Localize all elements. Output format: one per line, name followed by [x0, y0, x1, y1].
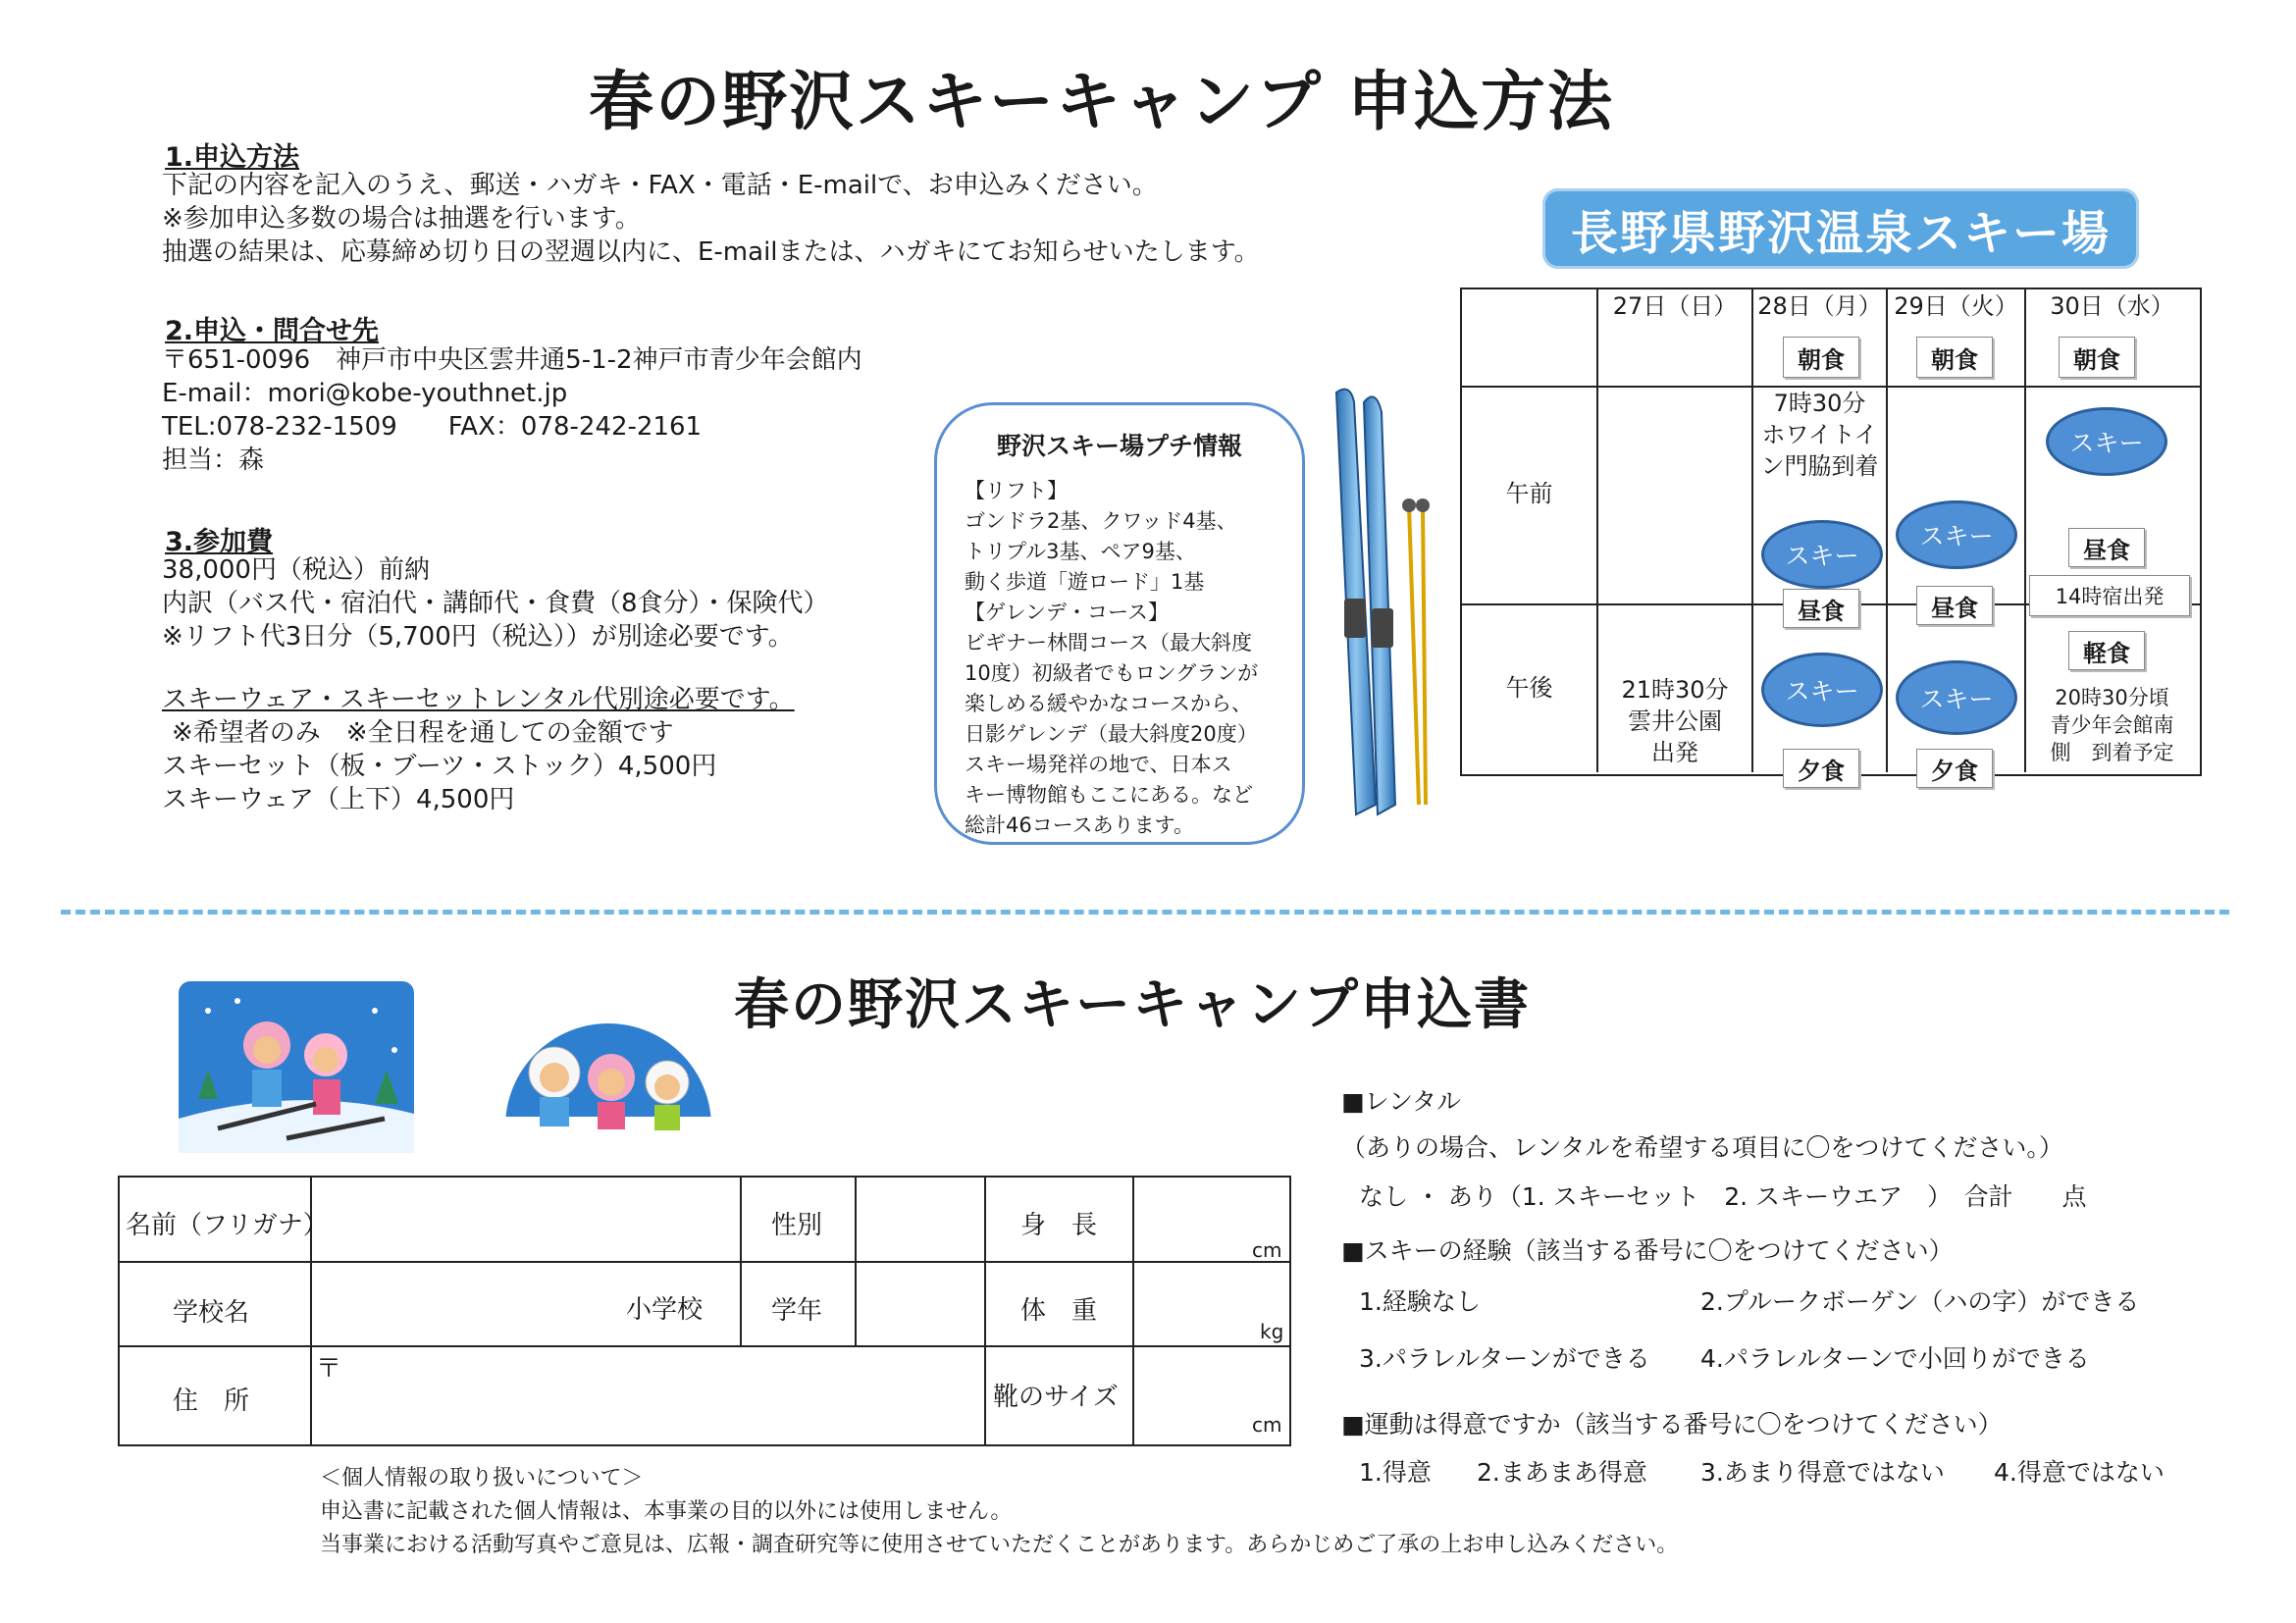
sports-option-4[interactable]: 4.得意ではない [1994, 1458, 2165, 1487]
fee-line: ※リフト代3日分（5,700円（税込））が別途必要です。 [162, 622, 794, 652]
arrival-place: 側 到着予定 [2050, 741, 2174, 764]
gender-field[interactable] [857, 1178, 984, 1261]
rental-line: ※希望者のみ ※全日程を通しての金額です [172, 718, 674, 748]
weight-unit: kg [1260, 1320, 1284, 1343]
rental-options[interactable]: なし ・ あり（1. スキーセット 2. スキーウエア ） 合計 点 [1359, 1182, 2087, 1211]
section1-line: 抽選の結果は、応募締め切り日の翌週以内に、E-mailまたは、ハガキにてお知らせいたします。 [162, 237, 1260, 267]
name-field[interactable] [312, 1178, 740, 1261]
privacy-line: 申込書に記載された個人情報は、本事業の目的以外には使用しません。 [320, 1499, 1013, 1524]
fee-line: 内訳（バス代・宿泊代・講師代・食費（8食分）・保険代） [162, 589, 829, 618]
experience-option-3[interactable]: 3.パラレルターンができる [1359, 1344, 1650, 1373]
schedule-divider [1886, 288, 1888, 772]
skiing-kids-illustration [179, 981, 419, 1158]
info-line: 日影ゲレンデ（最大斜度20度） [965, 722, 1258, 746]
grade-field[interactable] [857, 1263, 984, 1345]
day27-departure [1598, 674, 1751, 768]
contact-person: 担当：森 [162, 445, 265, 475]
cut-line [61, 910, 2229, 915]
experience-option-1[interactable]: 1.経験なし [1359, 1287, 1481, 1316]
section1-line: ※参加申込多数の場合は抽選を行います。 [162, 204, 641, 234]
height-label: 身 長 [1020, 1211, 1098, 1240]
privacy-notice [320, 1464, 1678, 1564]
meal-dinner-28: 夕食 [1783, 749, 1859, 788]
section2-heading: 2.申込・問合せ先 [165, 316, 380, 346]
schedule-divider [1751, 288, 1753, 772]
form-divider [740, 1176, 742, 1347]
section2-body [162, 343, 862, 477]
day-header-28: 28日（月） [1757, 292, 1882, 320]
experience-heading: ■スキーの経験（該当する番号に〇をつけてください） [1341, 1236, 1954, 1265]
sports-option-1[interactable]: 1.得意 [1359, 1458, 1432, 1487]
resort-banner: 長野県野沢温泉スキー場 [1542, 188, 2139, 269]
skis-illustration [1325, 383, 1433, 824]
phone-fax: TEL:078-232-1509 FAX：078-242-2161 [162, 412, 703, 442]
meal-lunch-28: 昼食 [1783, 589, 1859, 628]
rental-note: スキーウェア・スキーセットレンタル代別途必要です。 [162, 685, 795, 714]
rental-line: スキーウェア（上下）4,500円 [162, 785, 515, 814]
info-line: 【ゲレンデ・コース】 [965, 601, 1170, 624]
row-label-pm: 午後 [1505, 674, 1553, 702]
info-line: トリプル3基、ペア9基、 [965, 540, 1196, 563]
section1-body [162, 169, 1260, 269]
ski-activity-30-am: スキー [2046, 407, 2167, 476]
fee-line: 38,000円（税込）前納 [162, 555, 430, 585]
meal-breakfast-30: 朝食 [2059, 337, 2135, 378]
day30-arrival [2026, 684, 2198, 766]
page-title: 春の野沢スキーキャンプ 申込方法 [589, 64, 1614, 139]
day-header-30: 30日（水） [2050, 292, 2174, 320]
info-line: 動く歩道「遊ロード」1基 [965, 570, 1205, 594]
arrival-place: ホワイトイ [1761, 421, 1878, 448]
weight-label: 体 重 [1020, 1296, 1098, 1326]
arrival-time: 20時30分頃 [2055, 686, 2169, 709]
section3-body [162, 553, 829, 816]
info-line: 総計46コースあります。 [965, 813, 1194, 837]
info-line: キー博物館もここにある。など [965, 783, 1253, 807]
privacy-heading: ＜個人情報の取り扱いについて＞ [320, 1466, 644, 1491]
ski-activity-29-am: スキー [1896, 500, 2017, 569]
info-line: ゴンドラ2基、クワッド4基、 [965, 509, 1237, 533]
meal-lunch-29: 昼食 [1916, 586, 1993, 625]
arrival-place: ン門脇到着 [1760, 452, 1879, 480]
privacy-line: 当事業における活動写真やご意見は、広報・調査研究等に使用させていただくことがあります。あらかじめご了承の上お申し込みください。 [320, 1533, 1679, 1557]
departure-place: 雲井公園 [1628, 707, 1722, 735]
meal-breakfast-28: 朝食 [1783, 337, 1859, 378]
departure-time: 21時30分 [1621, 676, 1729, 704]
school-suffix: 小学校 [626, 1295, 704, 1325]
info-line: 楽しめる緩やかなコースから、 [965, 692, 1252, 715]
ski-activity-29-pm: スキー [1896, 660, 2017, 735]
name-label: 名前（フリガナ） [126, 1211, 329, 1240]
day-header-27: 27日（日） [1612, 292, 1738, 320]
info-box [934, 402, 1305, 845]
ski-activity-28-pm: スキー [1761, 653, 1883, 727]
meal-breakfast-29: 朝食 [1916, 337, 1993, 378]
grade-label: 学年 [771, 1296, 823, 1326]
info-line: スキー場発祥の地で、日本ス [965, 753, 1232, 776]
meal-dinner-29: 夕食 [1916, 749, 1993, 788]
departure-label: 出発 [1651, 739, 1698, 766]
form-title: 春の野沢スキーキャンプ申込書 [734, 973, 1531, 1037]
ski-activity-28-am: スキー [1761, 520, 1883, 589]
info-line: 【リフト】 [965, 479, 1068, 502]
gender-label: 性別 [771, 1211, 823, 1240]
school-label: 学校名 [173, 1298, 250, 1328]
arrival-place: 青少年会館南 [2050, 713, 2174, 737]
section1-heading: 1.申込方法 [165, 142, 300, 173]
row-label-am: 午前 [1505, 480, 1553, 507]
experience-option-4[interactable]: 4.パラレルターンで小回りができる [1700, 1344, 2090, 1373]
shoe-size-unit: cm [1252, 1413, 1282, 1437]
snow-kids-illustration [496, 979, 721, 1146]
address-field[interactable] [312, 1347, 984, 1442]
experience-option-2[interactable]: 2.プルークボーゲン（ハの字）ができる [1700, 1287, 2140, 1316]
meal-lunch-30: 昼食 [2068, 528, 2145, 567]
sports-heading: ■運動は得意ですか（該当する番号に〇をつけてください） [1341, 1410, 2003, 1439]
sports-option-2[interactable]: 2.まあまあ得意 [1477, 1458, 1647, 1487]
rental-line: スキーセット（板・ブーツ・ストック）4,500円 [162, 752, 717, 781]
arrival-time: 7時30分 [1773, 390, 1866, 417]
email-contact: E-mail：mori@kobe-youthnet.jp [162, 379, 568, 408]
day30-departure: 14時宿出発 [2029, 575, 2190, 616]
rental-heading: ■レンタル [1341, 1087, 1461, 1116]
shoe-size-label: 靴のサイズ [993, 1383, 1119, 1412]
meal-light-30: 軽食 [2068, 631, 2145, 670]
postal-mark: 〒 [316, 1354, 342, 1384]
section3-heading: 3.参加費 [165, 527, 274, 557]
section1-line: 下記の内容を記入のうえ、郵送・ハガキ・FAX・電話・E-mailで、お申込みください。 [162, 171, 1158, 200]
day-header-29: 29日（火） [1894, 292, 2018, 320]
info-line: ビギナー林間コース（最大斜度 [965, 631, 1252, 654]
address-label: 住 所 [173, 1387, 250, 1416]
info-box-body [965, 476, 1302, 841]
sports-option-3[interactable]: 3.あまり得意ではない [1700, 1458, 1945, 1487]
form-divider [984, 1176, 986, 1444]
info-box-title: 野沢スキー場プチ情報 [996, 432, 1242, 460]
day28-arrival [1753, 388, 1886, 482]
postal-address: 〒651-0096 神戸市中央区雲井通5-1-2神戸市青少年会館内 [162, 345, 862, 375]
height-unit: cm [1252, 1238, 1282, 1262]
info-line: 10度）初級者でもロングランが [965, 661, 1259, 685]
rental-note: （ありの場合、レンタルを希望する項目に〇をつけてください。） [1341, 1133, 2063, 1162]
